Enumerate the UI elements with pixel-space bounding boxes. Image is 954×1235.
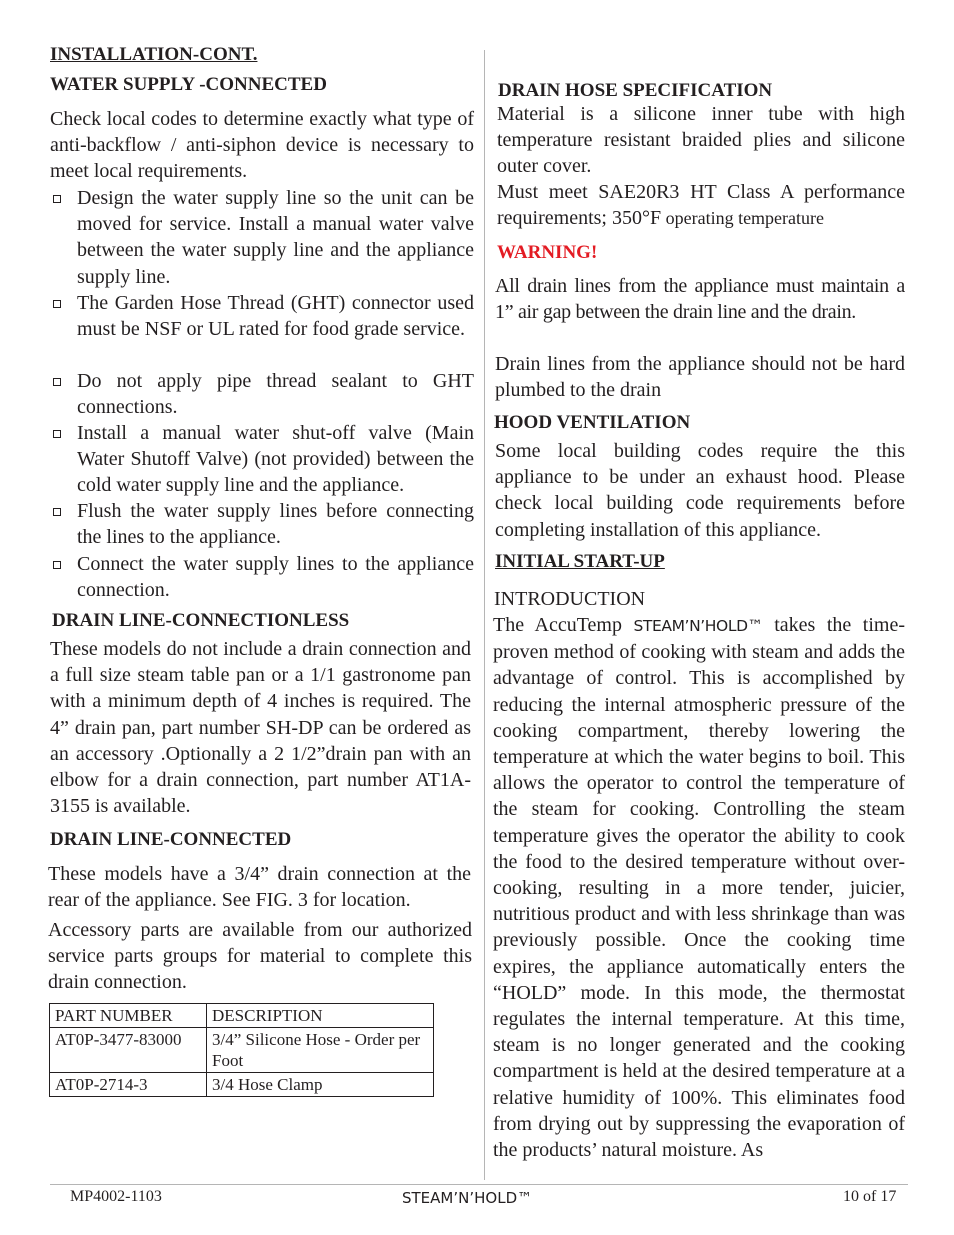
list-item: Install a manual water shut-off valve (Main Water Shutoff Valve) (not provided) between the cold water supply line and the appliance. [50, 420, 474, 499]
drain-hose-body-1: Material is a silicone inner tube with high temperature resistant braided plies and silicone outer cover. [497, 103, 905, 178]
drain-connected-heading: DRAIN LINE-CONNECTED [50, 829, 292, 850]
drain-connectionless-heading: DRAIN LINE-CONNECTIONLESS [52, 610, 350, 631]
table-cell: AT0P-3477-83000 [50, 1028, 207, 1073]
parts-table [49, 1003, 434, 1097]
checkbox-bullet-icon [53, 561, 61, 569]
table-row [50, 1028, 434, 1073]
hood-ventilation-body: Some local building codes require the this appliance to be under an exhaust hood. Please check local building code requirements before completing installation of this appliance. [495, 440, 905, 541]
table-header-cell: DESCRIPTION [207, 1004, 434, 1028]
checkbox-bullet-icon [53, 378, 61, 386]
section-title: INSTALLATION-CONT. [50, 44, 258, 65]
initial-startup-heading: INITIAL START-UP [495, 551, 665, 572]
list-item: Do not apply pipe thread sealant to GHT connections. [50, 368, 474, 420]
column-divider [484, 50, 485, 1180]
table-cell: AT0P-2714-3 [50, 1073, 207, 1097]
water-supply-intro: Check local codes to determine exactly what type of anti-backflow / anti-siphon device is necessary to meet local requirements. [50, 108, 474, 183]
drain-connected-body-1: These models have a 3/4” drain connection at the rear of the appliance. See FIG. 3 for location. [48, 863, 471, 912]
list-item: The Garden Hose Thread (GHT) connector used must be NSF or UL rated for food grade service. [50, 290, 474, 342]
drain-connected-body-2: Accessory parts are available from our authorized service parts groups for material to complete this drain connection. [48, 919, 472, 994]
table-header-cell: PART NUMBER [50, 1004, 207, 1028]
drain-hose-body-2: Must meet SAE20R3 HT Class A performance requirements; 350°F operating temperature [497, 181, 905, 230]
page-number: 10 of 17 [843, 1188, 897, 1205]
list-item: Connect the water supply lines to the appliance connection. [50, 551, 474, 603]
checkbox-bullet-icon [53, 430, 61, 438]
list-item: Design the water supply line so the unit can be moved for service. Install a manual water valve between the water supply line and the appliance supply line. [50, 185, 474, 290]
checkbox-bullet-icon [53, 195, 61, 203]
doc-number: MP4002-1103 [70, 1188, 162, 1205]
introduction-subheading: INTRODUCTION [494, 588, 646, 610]
checkbox-bullet-icon [53, 300, 61, 308]
brand-name: STEAM’N’HOLD™ [633, 617, 763, 635]
hood-ventilation-heading: HOOD VENTILATION [494, 412, 691, 433]
table-header-row [50, 1004, 434, 1028]
table-cell: 3/4” Silicone Hose - Order per Foot [207, 1028, 434, 1073]
table-cell: 3/4 Hose Clamp [207, 1073, 434, 1097]
checkbox-bullet-icon [53, 508, 61, 516]
table-row [50, 1073, 434, 1097]
drain-hose-heading: DRAIN HOSE SPECIFICATION [498, 80, 773, 101]
water-supply-heading: WATER SUPPLY -CONNECTED [50, 74, 327, 95]
warning-body-1: All drain lines from the appliance must maintain a 1” air gap between the drain line and the drain. [495, 275, 905, 324]
list-item: Flush the water supply lines before connecting the lines to the appliance. [50, 498, 474, 550]
warning-body-2: Drain lines from the appliance should not be hard plumbed to the drain [495, 353, 905, 402]
footer-product-name: STEAM’N’HOLD™ [402, 1189, 533, 1207]
warning-heading: WARNING! [497, 242, 598, 263]
footer-rule [50, 1184, 908, 1185]
introduction-body: The AccuTemp STEAM’N’HOLD™ takes the time-proven method of cooking with steam and adds the advantage of control. This is accomplished by reducing the internal atmospheric pressure of the cooking compartment, thereby lowering the temperature at which the water begins to boil. This allows the operator to control the temperature of the steam for cooking. Controlling the steam temperature gives the operator the ability to cook the food to the desired temperature without over-cooking, resulting in a more tender, juicier, nutritious product and with less shrinkage than was previously possible. Once the cooking time expires, the appliance automatically enters the “HOLD” mode. In this mode, the thermostat regulates the internal temperature. At this time, steam is no longer generated and the cooking compartment is held at the desired temperature at a relative humidity of 100%. This eliminates food from drying out by suppressing the evaporation of the products’ natural moisture. As [493, 614, 905, 1162]
drain-connectionless-body: These models do not include a drain connection and a full size steam table pan or a 1/1 gastronome pan with a minimum depth of 4 inches is required. The 4” drain pan, part number SH-DP can be ordered as an accessory .Optionally a 2 1/2”drain pan with an elbow for a drain connection, part number AT1A-3155 is available. [50, 638, 471, 818]
